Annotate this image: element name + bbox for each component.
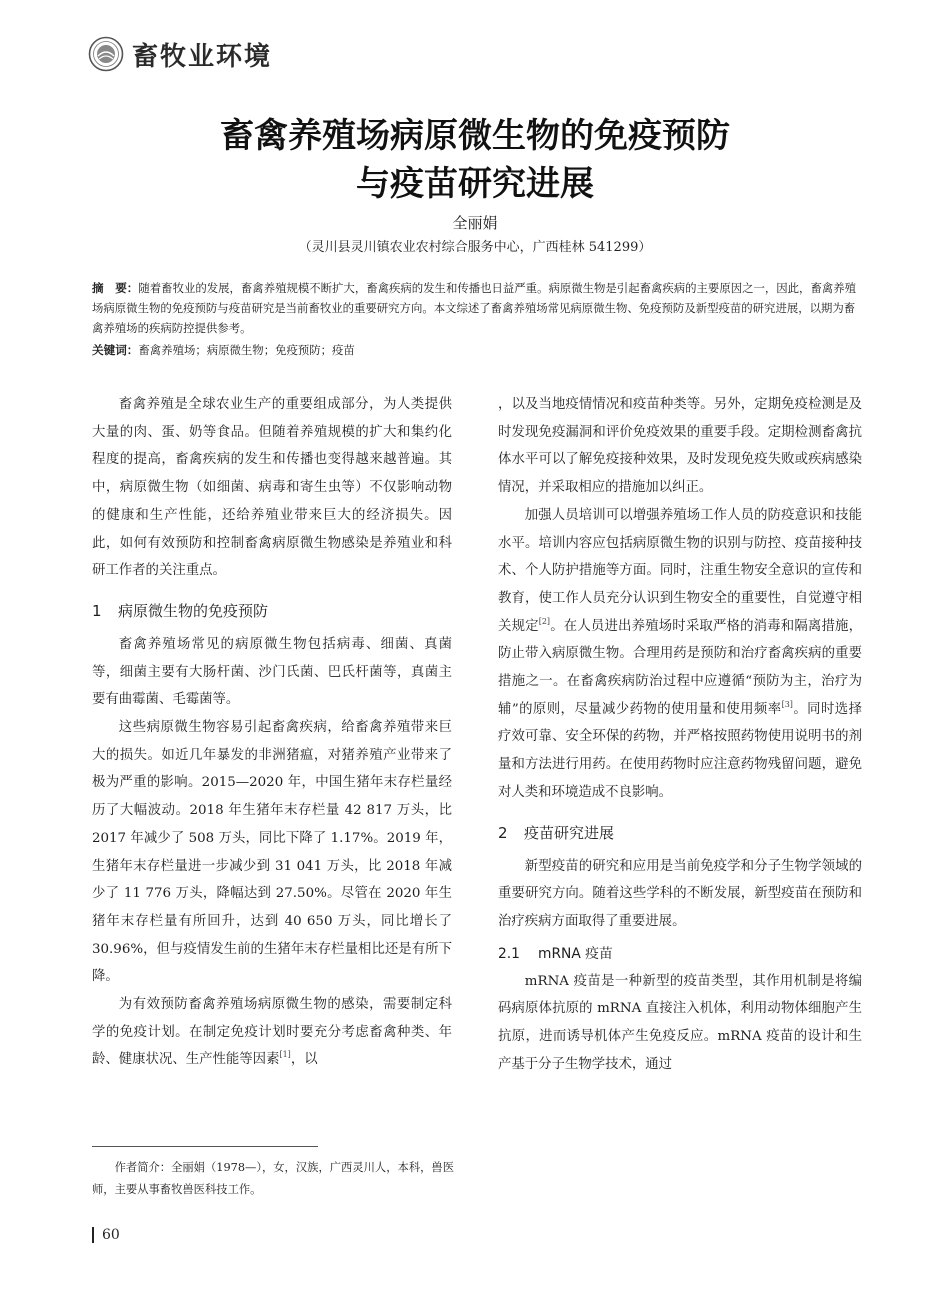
footnote-divider: [92, 1146, 318, 1147]
paragraph-3a-text: 为有效预防畜禽养殖场病原微生物的感染，需要制定科学的免疫计划。在制定免疫计划时要充分考虑畜禽种类、年龄、健康状况、生产性能等因素: [92, 997, 452, 1068]
journal-header: [88, 34, 272, 74]
paragraph-4-text-a: 加强人员培训可以增强养殖场工作人员的防疫意识和技能水平。培训内容应包括病原微生物的识别与防控、疫苗接种技术、个人防护措施等方面。同时，注重生物安全意识的宣传和教育，使工作人员充分认识到生物安全的重要性，自觉遵守相关规定: [498, 507, 862, 634]
section-1-paragraph-3a: [92, 991, 452, 1074]
section-2-number: 2: [498, 823, 508, 842]
journal-name: 畜牧业环境: [132, 41, 273, 72]
page-number-bar: [92, 1227, 94, 1243]
abstract-text: 随着畜牧业的发展，畜禽养殖规模不断扩大，畜禽疾病的发生和传播也日益严重。病原微生物是引起畜禽疾病的主要原因之一，因此，畜禽养殖场病原微生物的免疫预防与疫苗研究是当前畜牧业的重要研究方向。本文综述了畜禽养殖场常见病原微生物、免疫预防及新型疫苗的研究进展，以期为畜禽养殖场的疾病防控提供参考。: [92, 281, 857, 335]
section-1-heading: [92, 599, 452, 623]
citation-1[interactable]: [1]: [279, 1050, 291, 1060]
citation-2[interactable]: [2]: [538, 616, 551, 626]
paragraph-4-text-b: 。在人员进出养殖场时采取严格的消毒和隔离措施，防止带入病原微生物。合理用药是预防和治疗畜禽疾病的重要措施之一。在畜禽疾病防治过程中应遵循“预防为主，治疗为辅”的原则，尽量减少药物的使用量和使用频率: [498, 618, 863, 717]
article-title: [0, 112, 950, 208]
section-2-1-heading: [498, 942, 862, 966]
keywords: [92, 340, 864, 360]
section-2-1-number: 2.1: [498, 945, 520, 962]
abstract: [92, 278, 864, 338]
section-1-title: 病原微生物的免疫预防: [118, 601, 269, 620]
section-1-paragraph-4: [498, 502, 862, 807]
section-1-number: 1: [92, 601, 102, 620]
section-2-paragraph-1: 新型疫苗的研究和应用是当前免疫学和分子生物学领域的重要研究方向。随着这些学科的不断发展，新型疫苗在预防和治疗疾病方面取得了重要进展。: [498, 858, 862, 929]
keywords-label: 关键词：: [92, 343, 139, 357]
section-1-paragraph-3b: ，以及当地疫情情况和疫苗种类等。另外，定期免疫检测是及时发现免疫漏洞和评价免疫效果的重要手段。定期检测畜禽抗体水平可以了解免疫接种效果，及时发现免疫失败或疾病感染情况，并采取相应的措施加以纠正。: [498, 397, 862, 496]
section-2-title: 疫苗研究进展: [524, 823, 615, 842]
section-2-1-paragraph-1: mRNA 疫苗是一种新型的疫苗类型，其作用机制是将编码病原体抗原的 mRNA 直接注入机体，利用动物体细胞产生抗原，进而诱导机体产生免疫反应。mRNA 疫苗的设计和生产基于分子生物学技术，通过: [498, 973, 862, 1072]
paragraph-4-text-c: 。同时选择疗效可靠、安全环保的药物，并严格按照药物使用说明书的剂量和方法进行用药。在使用药物时应注意药物残留问题，避免对人类和环境造成不良影响。: [498, 701, 862, 800]
title-line-1: 畜禽养殖场病原微生物的免疫预防: [220, 116, 730, 156]
right-column: [498, 391, 862, 1078]
section-1-paragraph-1: 畜禽养殖场常见的病原微生物包括病毒、细菌、真菌等，细菌主要有大肠杆菌、沙门氏菌、巴氏杆菌等，真菌主要有曲霉菌、毛霉菌等。: [92, 636, 452, 708]
intro-paragraph: 畜禽养殖是全球农业生产的重要组成部分，为人类提供大量的肉、蛋、奶等食品。但随着养殖规模的扩大和集约化程度的提高，畜禽疾病的发生和传播也变得越来越普遍。其中，病原微生物（如细菌、病毒和寄生虫等）不仅影响动物的健康和生产性能，还给养殖业带来巨大的经济损失。因此，如何有效预防和控制畜禽病原微生物感染是养殖业和科研工作者的关注重点。: [92, 397, 452, 579]
abstract-block: [92, 278, 864, 360]
section-2-heading: [498, 821, 862, 845]
paragraph-3a-comma: ，以: [290, 1052, 318, 1068]
section-1-paragraph-2: 这些病原微生物容易引起畜禽疾病，给畜禽养殖带来巨大的损失。如近几年暴发的非洲猪瘟，对猪养殖产业带来了极为严重的影响。2015—2020 年，中国生猪年末存栏量经历了大幅波动。2018 年生猪年末存栏量 42 817 万头，比 2017 年减少了 508 万头，同比下降了 1.17%。2019 年，生猪年末存栏量进一步减少到 31 041 万头，比 2018 年减少了 11 776 万头，降幅达到 27.50%。尽管在 2020 年生猪年末存栏量有所回升，达到 40 650 万头，同比增长了 30.96%，但与疫情发生前的生猪年末存栏量相比还是有所下降。: [92, 720, 452, 985]
left-column: [92, 391, 452, 1074]
section-2-1-title: mRNA 疫苗: [538, 945, 613, 962]
author-footnote: 作者简介：全丽娟（1978—），女，汉族，广西灵川人，本科，兽医师，主要从事畜牧兽医科技工作。: [92, 1161, 455, 1196]
title-line-2: 与疫苗研究进展: [356, 164, 594, 204]
citation-3[interactable]: [3]: [781, 699, 793, 709]
keywords-text: 畜禽养殖场；病原微生物；免疫预防；疫苗: [138, 343, 355, 357]
author-name: 全丽娟: [452, 214, 498, 232]
journal-seal-icon: [88, 36, 124, 72]
page-number: 60: [102, 1227, 120, 1243]
author-affiliation: （灵川县灵川镇农业农村综合服务中心，广西桂林 541299）: [298, 240, 652, 255]
abstract-label: 摘 要：: [92, 281, 139, 295]
